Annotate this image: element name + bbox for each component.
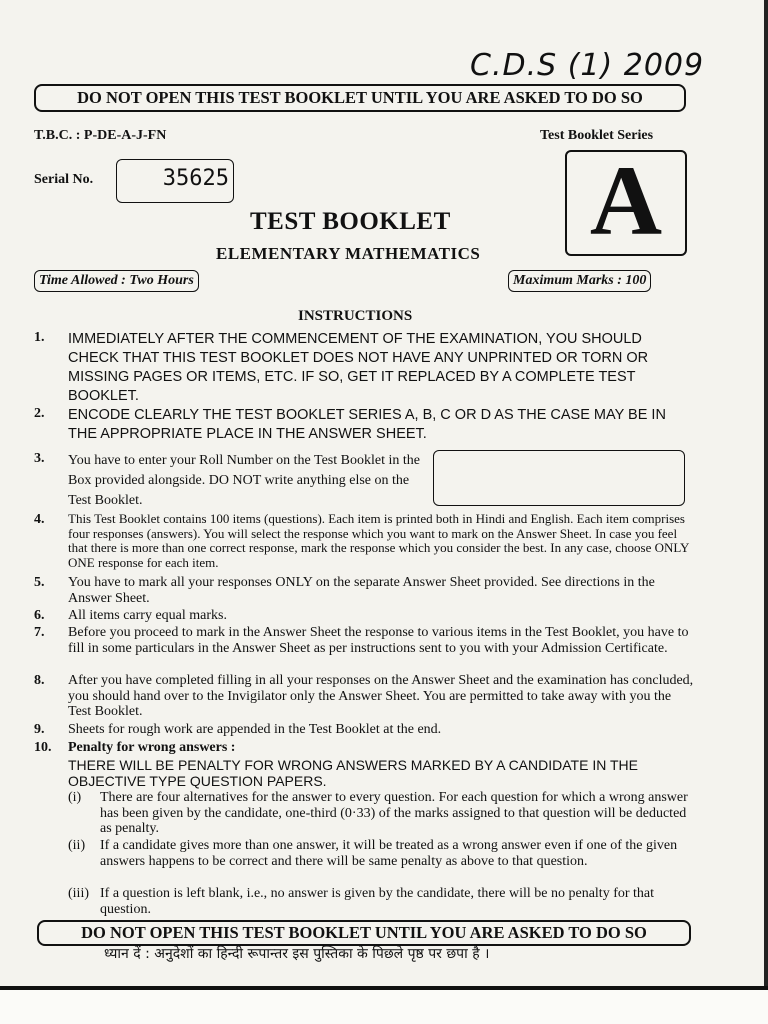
item-number: 2. <box>34 406 45 421</box>
item-number: 3. <box>34 451 45 466</box>
item-text: You have to mark all your responses ONLY on the separate Answer Sheet provided. See directions in the Answer Sheet. <box>68 575 655 606</box>
series-letter: A <box>589 145 663 256</box>
tbc-code: T.B.C. : P-DE-A-J-FN <box>34 128 167 143</box>
sub-item-number: (i) <box>68 790 82 805</box>
item-text: This Test Booklet contains 100 items (questions). Each item is printed both in Hindi and English. Each item comprises four responses (answers). You will select the response which you want to mark on the Answer Sheet. In case you feel that there is more than one correct response, mark the response which you consider the best. In any case, choose ONLY ONE response for each item. <box>68 511 689 570</box>
roll-number-box[interactable] <box>433 450 685 506</box>
instructions-heading: INSTRUCTIONS <box>298 308 413 324</box>
serial-number: 35625 <box>162 166 229 191</box>
item-text: All items carry equal marks. <box>68 608 228 623</box>
item-number: 4. <box>34 512 45 527</box>
item-text: Penalty for wrong answers : <box>68 740 236 755</box>
item-text: Before you proceed to mark in the Answer Sheet the response to various items in the Test Booklet, you have to fill in some particulars in the Answer Sheet as per instructions sent to you with your Admission Certificate. <box>68 625 689 656</box>
top-warning-banner: DO NOT OPEN THIS TEST BOOKLET UNTIL YOU ARE ASKED TO DO SO <box>34 84 686 112</box>
series-letter-box <box>565 145 687 256</box>
series-label: Test Booklet Series <box>540 128 654 143</box>
sub-item-text: If a candidate gives more than one answer, it will be treated as a wrong answer even if one of the given answers happens to be correct and there will be same penalty as above to that question. <box>100 838 678 869</box>
item-number: 5. <box>34 575 45 590</box>
item-number: 1. <box>34 330 45 345</box>
subject-title: ELEMENTARY MATHEMATICS <box>216 244 481 263</box>
item-text: IMMEDIATELY AFTER THE COMMENCEMENT OF THE EXAMINATION, YOU SHOULD CHECK THAT THIS TEST BOOKLET DOES NOT HAVE ANY UNPRINTED OR TORN OR MISSING PAGES OR ITEMS, ETC. IF SO, GET IT REPLACED BY A COMPLETE TEST BOOKLET. <box>68 331 649 404</box>
bottom-warning-banner: DO NOT OPEN THIS TEST BOOKLET UNTIL YOU ARE ASKED TO DO SO <box>37 920 691 946</box>
penalty-statement: THERE WILL BE PENALTY FOR WRONG ANSWERS MARKED BY A CANDIDATE IN THE OBJECTIVE TYPE QUESTION PAPERS. <box>68 757 638 789</box>
item-text: You have to enter your Roll Number on the Test Booklet in the Box provided alongside. DO NOT write anything else on the Test Booklet. <box>68 453 420 508</box>
item-text: ENCODE CLEARLY THE TEST BOOKLET SERIES A, B, C OR D AS THE CASE MAY BE IN THE APPROPRIATE PLACE IN THE ANSWER SHEET. <box>68 407 666 442</box>
sub-item-text: There are four alternatives for the answer to every question. For each question for which a wrong answer has been given by the candidate, one-third (0·33) of the marks assigned to that question will be deducted as penalty. <box>100 790 688 836</box>
hindi-note: ध्यान दें : अनुदेशों का हिन्दी रूपान्तर इस पुस्तिका के पिछले पृष्ठ पर छपा है । <box>104 946 490 962</box>
handwritten-note: C.D.S (1) 2009 <box>470 48 705 83</box>
item-number: 9. <box>34 722 45 737</box>
item-text: Sheets for rough work are appended in the Test Booklet at the end. <box>68 722 442 737</box>
item-number: 10. <box>34 740 52 755</box>
item-number: 8. <box>34 673 45 688</box>
item-text: After you have completed filling in all your responses on the Answer Sheet and the examination has concluded, you should hand over to the Invigilator only the Answer Sheet. You are permitted to take away with you the Test Booklet. <box>68 673 694 719</box>
maximum-marks: Maximum Marks : 100 <box>508 270 651 292</box>
time-allowed: Time Allowed : Two Hours <box>34 270 199 292</box>
item-number: 6. <box>34 608 45 623</box>
serial-box <box>116 159 234 203</box>
page-right-edge <box>764 0 768 986</box>
sub-item-number: (iii) <box>68 886 89 901</box>
page-margin <box>0 990 768 1024</box>
serial-label: Serial No. <box>34 172 94 187</box>
item-number: 7. <box>34 625 45 640</box>
sub-item-number: (ii) <box>68 838 86 853</box>
page-title: TEST BOOKLET <box>250 208 451 235</box>
sub-item-text: If a question is left blank, i.e., no answer is given by the candidate, there will be no penalty for that question. <box>100 886 655 917</box>
